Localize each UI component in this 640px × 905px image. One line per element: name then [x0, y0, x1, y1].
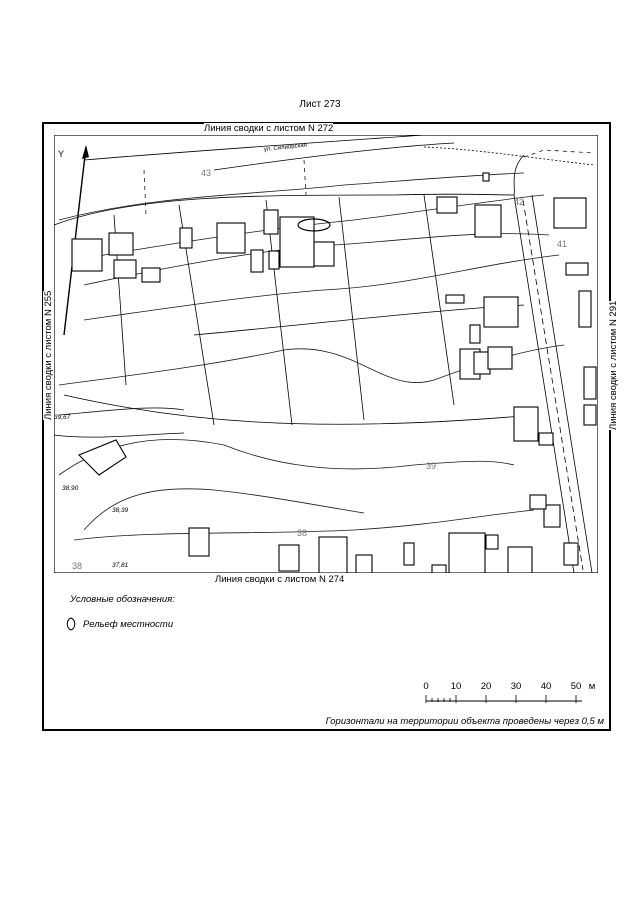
building — [483, 173, 489, 181]
building — [579, 291, 591, 327]
building — [180, 228, 192, 248]
edge-label-bottom: Линия сводки с листом N 274 — [215, 574, 345, 585]
building — [470, 325, 480, 343]
building — [280, 217, 314, 267]
building — [488, 347, 512, 369]
scale-ruler — [420, 693, 590, 707]
building — [217, 223, 245, 253]
svg-text:Y: Y — [58, 149, 65, 159]
building — [530, 495, 546, 509]
spot-height: 38,90 — [62, 485, 79, 492]
building — [584, 405, 596, 425]
scale-tick-label: 20 — [480, 681, 492, 692]
topographic-map — [54, 135, 598, 573]
edge-label-right: Линия сводки с листом N 291 — [608, 300, 619, 430]
street-label: ул. Силиорская — [263, 142, 308, 153]
contour-label: 41 — [557, 239, 568, 249]
building — [566, 263, 588, 275]
building — [554, 198, 586, 228]
building — [251, 250, 263, 272]
relief-icon — [65, 617, 77, 631]
building — [508, 547, 532, 573]
contour-label: 39 — [426, 461, 437, 471]
scale-tick-label: 50 — [570, 681, 582, 692]
building — [79, 440, 126, 475]
legend-title: Условные обозначения: — [70, 594, 175, 605]
building — [564, 543, 578, 565]
scale-tick-label: 0 — [423, 681, 429, 692]
scale-tick-label: 30 — [510, 681, 522, 692]
building — [584, 367, 596, 399]
building — [142, 268, 160, 282]
building — [539, 433, 553, 445]
contour-interval-note: Горизонтали на территории объекта проведены через 0,5 м — [325, 716, 604, 727]
spot-height: 37,81 — [112, 562, 129, 569]
building — [356, 555, 372, 573]
sheet-title: Лист 273 — [299, 99, 341, 110]
building — [269, 251, 279, 269]
scale-unit: м — [588, 681, 596, 692]
scale-bar — [420, 681, 610, 711]
building — [437, 197, 457, 213]
spot-height: 39,67 — [54, 414, 71, 421]
building — [449, 533, 485, 573]
contour-label: 43 — [201, 168, 212, 178]
building — [109, 233, 133, 255]
building — [486, 535, 498, 549]
spot-height: 38,39 — [112, 507, 129, 514]
building — [514, 407, 538, 441]
legend-label: Рельеф местности — [83, 618, 174, 630]
scale-tick-label: 10 — [450, 681, 462, 692]
building — [189, 528, 209, 556]
building — [314, 242, 334, 266]
legend-item-relief — [65, 617, 173, 631]
building — [404, 543, 414, 565]
building — [114, 260, 136, 278]
contour-label: 38 — [297, 528, 308, 538]
contour-label: 42 — [514, 197, 525, 207]
building — [446, 295, 464, 303]
edge-label-left: Линия сводки с листом N 255 — [43, 290, 54, 420]
building — [264, 210, 278, 234]
building — [484, 297, 518, 327]
building — [72, 239, 102, 271]
building — [319, 537, 347, 573]
contour-label: 38 — [72, 561, 83, 571]
building — [475, 205, 501, 237]
edge-label-top: Линия сводки с листом N 272 — [204, 123, 334, 134]
scale-tick-label: 40 — [540, 681, 552, 692]
building — [279, 545, 299, 571]
building — [432, 565, 446, 573]
